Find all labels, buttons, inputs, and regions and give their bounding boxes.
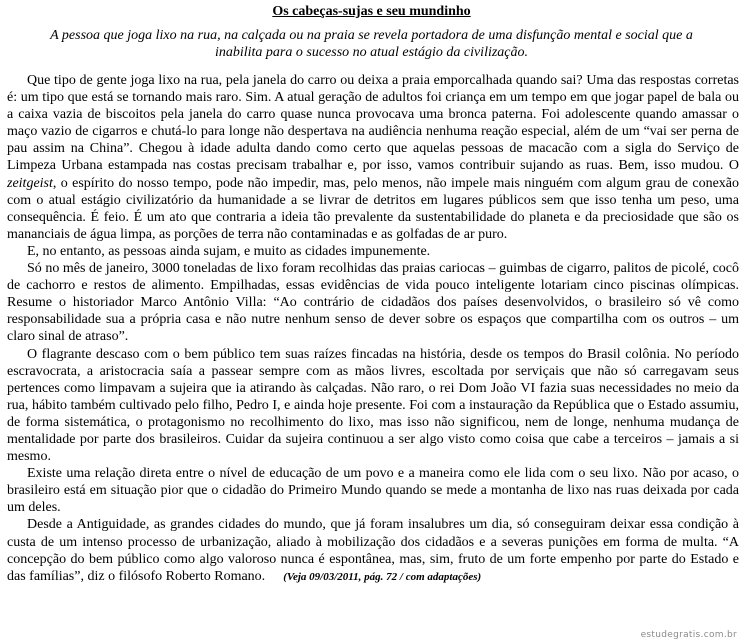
paragraph-6 bbox=[7, 516, 739, 585]
source-citation: (Veja 09/03/2011, pág. 72 / com adaptações) bbox=[283, 570, 482, 583]
paragraph-4: O flagrante descaso com o bem público tem suas raízes fincadas na história, desde os tempos do Brasil colônia. No período escravocrata, a aristocracia saía a passear sempre com as mãos livres, escoltada por serviçais que não só carregavam seus pertences como limpavam a sujeira que ia atirando às calçadas. Não raro, o rei Dom João VI fazia suas necessidades no meio da rua, hábito também cultivado pelo filho, Pedro I, e ainda hoje presente. Foi com a instauração da República que o Estado assumiu, de forma sistemática, o protagonismo no recolhimento do lixo, mas isso não significou, nem de longe, nenhuma mudança de mentalidade por parte dos brasileiros. Cuidar da sujeira continuou a ser algo visto como coisa que cabe a terceiros – jamais a si mesmo. bbox=[7, 346, 739, 465]
watermark: estudegratis.com.br bbox=[640, 630, 737, 640]
zeitgeist-term: zeitgeist bbox=[7, 175, 53, 191]
article-title: Os cabeças-sujas e seu mundinho bbox=[272, 4, 471, 19]
article-body bbox=[7, 72, 739, 586]
paragraph-5: Existe uma relação direta entre o nível de educação de um povo e a maneira como ele lida com o seu lixo. Não por acaso, o brasileiro está em situação pior que o cidadão do Primeiro Mundo quando se mede a montanha de lixo nas ruas deixada por cada um deles. bbox=[7, 466, 739, 516]
paragraph-6-text: Desde a Antiguidade, as grandes cidades do mundo, que já foram insalubres um dia, só conseguiram deixar essa condição à custa de um intenso processo de urbanização, aliado à mobilização dos cidadãos e a severas punições em forma de multa. “A concepção do bem público como algo valoroso nunca é espontânea, mas, sim, fruto de um forte empenho por parte do Estado e das famílias”, diz o filósofo Roberto Romano. bbox=[7, 517, 739, 584]
paragraph-2: E, no entanto, as pessoas ainda sujam, e muito as cidades impunemente. bbox=[27, 243, 431, 259]
paragraph-1-text-b: , o espírito do nosso tempo, pode não impedir, mas, pelo menos, não impele mais ninguém com algum grau de conexão com o atual estágio civilizatório da humanidade a se livrar de detritos em lugares públicos sem que isso tenha um peso, uma consequência. É feio. É um ato que contraria a ideia tão prevalente da sustentabilidade do planeta e da preciosidade que são os mananciais de água limpa, as porções de terra não contaminadas e as golfadas de ar puro. bbox=[7, 175, 739, 242]
article-lead: A pessoa que joga lixo na rua, na calçada ou na praia se revela portadora de uma disfunção mental e social que a inabilita para o sucesso no atual estágio da civilização. bbox=[50, 28, 693, 60]
paragraph-1 bbox=[7, 72, 739, 243]
paragraph-1-text-a: Que tipo de gente joga lixo na rua, pela janela do carro ou deixa a praia emporcalhada quando sai? Uma das respostas corretas é: um tipo que está se tornando mais raro. Sim. A atual geração de adultos foi criança em um tempo em que jogar papel de bala ou a caixa vazia de biscoitos pela janela do carro quase nunca provocava uma bronca paterna. Foi adolescente quando amassar o maço vazio de cigarros e chutá-lo para longe não despertava na audiência nenhuma reação especial, além de um “vai ser perna de pau assim na China”. Chegou à idade adulta dando como certo que aquelas pessoas de macacão com a sigla do Serviço de Limpeza Urbana estampada nas costas precisam trabalhar e, por isso, vamos contribuir sujando as ruas. Bem, isso mudou. O bbox=[7, 73, 739, 174]
paragraph-3: Só no mês de janeiro, 3000 toneladas de lixo foram recolhidas das praias cariocas – guimbas de cigarro, palitos de picolé, cocô de cachorro e restos de alimento. Empilhadas, essas evidências de vida pouco inteligente lotariam cinco piscinas olímpicas. Resume o historiador Marco Antônio Villa: “Ao contrário de cidadãos dos países desenvolvidos, o brasileiro só vê como responsabilidade sua a própria casa e não nutre nenhum senso de dever sobre os espaços que compartilha com os outros – um claro sinal de atraso”. bbox=[7, 261, 739, 345]
